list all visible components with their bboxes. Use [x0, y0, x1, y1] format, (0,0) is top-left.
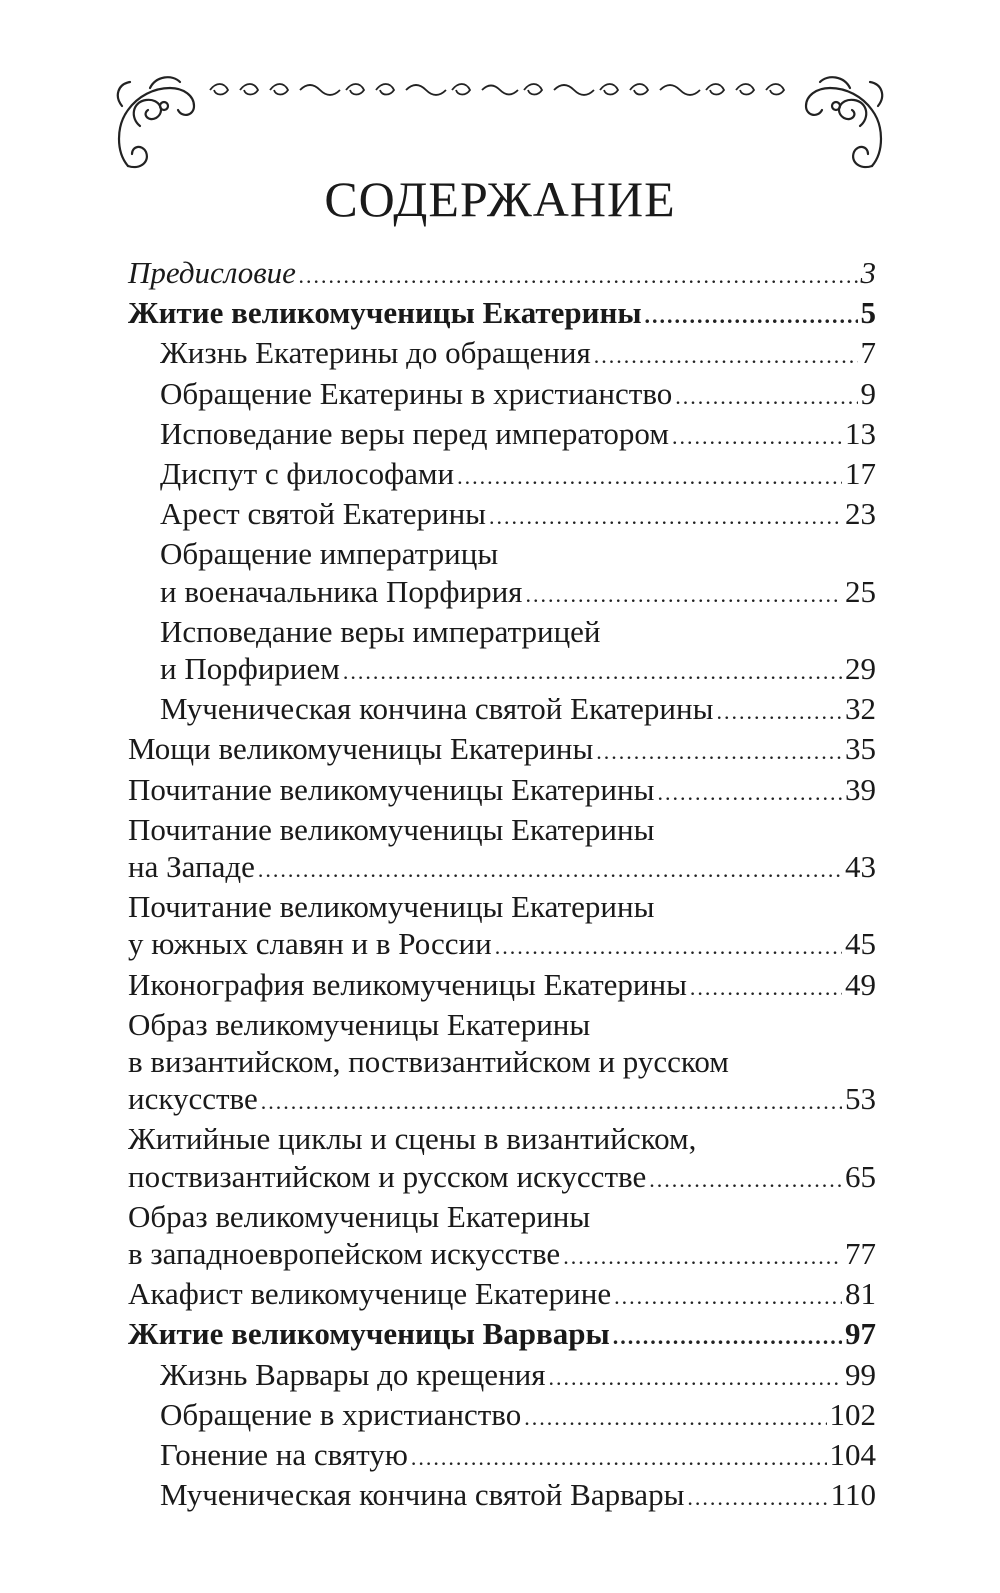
- toc-entry: [128, 1275, 876, 1315]
- toc-entry: [128, 771, 876, 811]
- toc-entry: [128, 455, 876, 495]
- toc-entry: [128, 1120, 876, 1197]
- toc-page-number: 99: [845, 1356, 876, 1392]
- toc-page-number: 77: [845, 1236, 876, 1272]
- toc-page-number: 104: [829, 1437, 876, 1473]
- decorative-header-ornament: [110, 66, 890, 178]
- dot-leader: [672, 418, 842, 455]
- toc-entry-title: поствизантийском и русском искусстве: [128, 1158, 647, 1194]
- toc-entry-title: у южных славян и в России: [128, 926, 492, 962]
- toc-page-number: 53: [845, 1081, 876, 1117]
- dot-leader: [687, 1479, 827, 1516]
- toc-entry-title: Мученическая кончина святой Варвары: [160, 1477, 685, 1513]
- toc-entry: [128, 1198, 876, 1275]
- toc-entry: [128, 888, 876, 965]
- toc-page-number: 97: [845, 1316, 876, 1352]
- toc-entry-title-line: Исповедание веры императрицей: [160, 613, 601, 649]
- toc-entry-title: Обращение Екатерины в христианство: [160, 375, 673, 411]
- toc-page-number: 25: [845, 573, 876, 609]
- toc-entry-title: Жизнь Екатерины до обращения: [160, 335, 591, 371]
- toc-entry-title: и Порфирием: [160, 651, 340, 687]
- dot-leader: [690, 969, 842, 1006]
- toc-entry: [128, 495, 876, 535]
- toc-entry: [128, 334, 876, 374]
- dot-leader: [299, 257, 858, 294]
- dot-leader: [675, 378, 857, 415]
- toc-entry: [128, 254, 876, 294]
- dot-leader: [563, 1238, 842, 1275]
- toc-page-number: 29: [845, 651, 876, 687]
- toc-entry-title-line: Образ великомученицы Екатерины: [128, 1198, 591, 1234]
- toc-entry-title-line: Почитание великомученицы Екатерины: [128, 811, 655, 847]
- toc-entry-title: Мощи великомученицы Екатерины: [128, 731, 594, 767]
- toc-entry: [128, 1006, 876, 1121]
- toc-page-number: 7: [860, 335, 876, 371]
- toc-entry-title: Диспут с философами: [160, 456, 455, 492]
- toc-entry-title: Почитание великомученицы Екатерины: [128, 771, 655, 807]
- toc-page-number: 45: [845, 926, 876, 962]
- toc-entry-title: Предисловие: [128, 255, 296, 290]
- toc-entry-title-line: в византийском, поствизантийском и русском: [128, 1044, 729, 1080]
- toc-entry: [128, 294, 876, 334]
- toc-page-number: 35: [845, 731, 876, 767]
- toc-entry-title: на Западе: [128, 849, 255, 885]
- toc-page-number: 9: [860, 375, 876, 411]
- toc-entry-title: Арест святой Екатерины: [160, 496, 486, 532]
- dot-leader: [716, 693, 842, 730]
- toc-entry-title: и военачальника Порфирия: [160, 573, 523, 609]
- dot-leader: [649, 1161, 842, 1198]
- toc-entry-title: Обращение в христианство: [160, 1396, 522, 1432]
- dot-leader: [495, 928, 842, 965]
- toc-entry: [128, 1476, 876, 1516]
- dot-leader: [657, 774, 842, 811]
- toc-page-number: 102: [829, 1396, 876, 1432]
- toc-page-number: 49: [845, 966, 876, 1002]
- toc-entry-title-line: Почитание великомученицы Екатерины: [128, 889, 655, 925]
- dot-leader: [258, 851, 842, 888]
- toc-entry: [128, 415, 876, 455]
- toc-page-number: 5: [860, 295, 876, 331]
- toc-entry-title: Исповедание веры перед императором: [160, 415, 669, 451]
- toc-page-number: 65: [845, 1158, 876, 1194]
- toc-entry-title: Житие великомученицы Варвары: [128, 1316, 610, 1352]
- toc-entry: [128, 535, 876, 612]
- toc-entry: [128, 1396, 876, 1436]
- dot-leader: [596, 733, 842, 770]
- dot-leader: [524, 1399, 826, 1436]
- dot-leader: [261, 1083, 842, 1120]
- toc-entry-title: Жизнь Варвары до крещения: [160, 1356, 546, 1392]
- toc-page-number: 43: [845, 849, 876, 885]
- dot-leader: [613, 1318, 842, 1355]
- page-title: СОДЕРЖАНИЕ: [324, 171, 676, 227]
- toc-page-number: 17: [845, 456, 876, 492]
- dot-leader: [489, 498, 842, 535]
- toc-entry-title: Иконография великомученицы Екатерины: [128, 966, 687, 1002]
- toc-entry: [128, 375, 876, 415]
- toc-entry-title: Мученическая кончина святой Екатерины: [160, 691, 714, 727]
- toc-page-number: 13: [845, 415, 876, 451]
- toc-entry: [128, 811, 876, 888]
- toc-entry-title: в западноевропейском искусстве: [128, 1236, 561, 1272]
- dot-leader: [594, 337, 858, 374]
- toc-entry-title-line: Обращение императрицы: [160, 536, 499, 572]
- toc-entry: [128, 730, 876, 770]
- toc-entry: [128, 613, 876, 690]
- dot-leader: [614, 1278, 842, 1315]
- toc-entry: [128, 1436, 876, 1476]
- toc-page-number: 81: [845, 1276, 876, 1312]
- dot-leader: [549, 1359, 842, 1396]
- toc-page-number: 3: [860, 255, 876, 290]
- toc-page-number: 23: [845, 496, 876, 532]
- toc-entry: [128, 1315, 876, 1355]
- toc-entry-title: Акафист великомученице Екатерине: [128, 1276, 612, 1312]
- dot-leader: [645, 297, 858, 334]
- toc-entry: [128, 966, 876, 1006]
- toc-entry-title-line: Житийные циклы и сцены в византийском,: [128, 1121, 697, 1157]
- toc-entry-title: Гонение на святую: [160, 1437, 408, 1473]
- dot-leader: [411, 1439, 827, 1476]
- toc-page-number: 32: [845, 691, 876, 727]
- toc-page-number: 39: [845, 771, 876, 807]
- toc-entry: [128, 1356, 876, 1396]
- dot-leader: [525, 576, 842, 613]
- table-of-contents: [128, 254, 876, 1517]
- dot-leader: [457, 458, 842, 495]
- toc-entry: [128, 690, 876, 730]
- toc-entry-title-line: Образ великомученицы Екатерины: [128, 1006, 591, 1042]
- toc-entry-title: искусстве: [128, 1081, 258, 1117]
- dot-leader: [343, 653, 842, 690]
- toc-page-number: 110: [830, 1477, 876, 1513]
- toc-entry-title: Житие великомученицы Екатерины: [128, 295, 642, 331]
